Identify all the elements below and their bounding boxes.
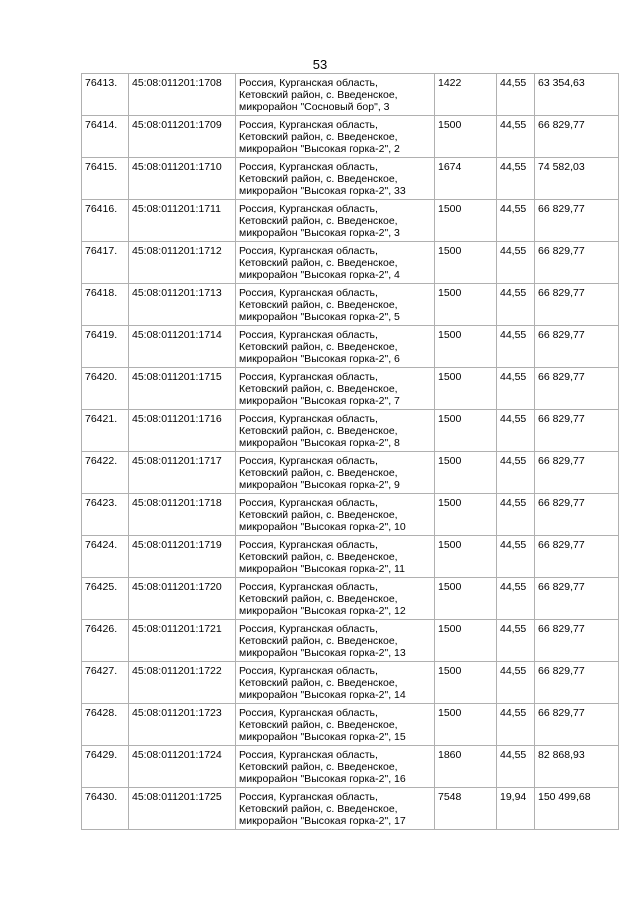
rate-cell: 44,55	[497, 200, 535, 242]
address-line: микрорайон "Высокая горка-2", 14	[239, 689, 406, 701]
area-cell: 1500	[435, 242, 497, 284]
address-line: Кетовский район, с. Введенское,	[239, 803, 398, 815]
cadastral-value-cell: 66 829,77	[535, 494, 619, 536]
cadastral-number-cell: 45:08:011201:1718	[129, 494, 236, 536]
address-line: Россия, Курганская область,	[239, 707, 378, 719]
address-cell	[236, 704, 435, 746]
address-line: Кетовский район, с. Введенское,	[239, 215, 398, 227]
table-row	[82, 788, 619, 830]
address-cell	[236, 368, 435, 410]
address-cell	[236, 326, 435, 368]
row-number-cell: 76416.	[82, 200, 129, 242]
row-number-cell: 76430.	[82, 788, 129, 830]
address-line: Россия, Курганская область,	[239, 749, 378, 761]
row-number-cell: 76427.	[82, 662, 129, 704]
rate-cell: 44,55	[497, 746, 535, 788]
cadastral-number-cell: 45:08:011201:1715	[129, 368, 236, 410]
address-line: Кетовский район, с. Введенское,	[239, 425, 398, 437]
area-cell: 1500	[435, 368, 497, 410]
address-cell	[236, 620, 435, 662]
address-cell	[236, 284, 435, 326]
area-cell: 1500	[435, 578, 497, 620]
address-cell	[236, 536, 435, 578]
cadastral-value-cell: 66 829,77	[535, 200, 619, 242]
area-cell: 1500	[435, 452, 497, 494]
address-line: Россия, Курганская область,	[239, 77, 378, 89]
address-line: Россия, Курганская область,	[239, 287, 378, 299]
address-line: Россия, Курганская область,	[239, 581, 378, 593]
address-line: Кетовский район, с. Введенское,	[239, 635, 398, 647]
address-line: микрорайон "Высокая горка-2", 4	[239, 269, 400, 281]
row-number-cell: 76425.	[82, 578, 129, 620]
cadastral-value-cell: 66 829,77	[535, 242, 619, 284]
area-cell: 1500	[435, 536, 497, 578]
area-cell: 1500	[435, 326, 497, 368]
area-cell: 7548	[435, 788, 497, 830]
table-row	[82, 242, 619, 284]
row-number-cell: 76421.	[82, 410, 129, 452]
cadastral-number-cell: 45:08:011201:1713	[129, 284, 236, 326]
cadastral-number-cell: 45:08:011201:1710	[129, 158, 236, 200]
row-number-cell: 76414.	[82, 116, 129, 158]
address-cell	[236, 452, 435, 494]
address-cell	[236, 200, 435, 242]
address-line: Россия, Курганская область,	[239, 497, 378, 509]
rate-cell: 44,55	[497, 242, 535, 284]
area-cell: 1500	[435, 410, 497, 452]
cadastral-value-cell: 66 829,77	[535, 578, 619, 620]
cadastral-value-cell: 66 829,77	[535, 410, 619, 452]
row-number-cell: 76424.	[82, 536, 129, 578]
address-line: микрорайон "Высокая горка-2", 6	[239, 353, 400, 365]
table-row	[82, 326, 619, 368]
cadastral-number-cell: 45:08:011201:1719	[129, 536, 236, 578]
rate-cell: 44,55	[497, 494, 535, 536]
address-line: микрорайон "Высокая горка-2", 9	[239, 479, 400, 491]
cadastral-value-cell: 66 829,77	[535, 620, 619, 662]
cadastral-number-cell: 45:08:011201:1725	[129, 788, 236, 830]
table-row	[82, 158, 619, 200]
rate-cell: 44,55	[497, 368, 535, 410]
address-line: микрорайон "Высокая горка-2", 2	[239, 143, 400, 155]
address-line: Кетовский район, с. Введенское,	[239, 593, 398, 605]
address-cell	[236, 494, 435, 536]
address-line: микрорайон "Высокая горка-2", 3	[239, 227, 400, 239]
row-number-cell: 76419.	[82, 326, 129, 368]
area-cell: 1500	[435, 662, 497, 704]
row-number-cell: 76420.	[82, 368, 129, 410]
area-cell: 1500	[435, 116, 497, 158]
table-row	[82, 494, 619, 536]
address-line: Кетовский район, с. Введенское,	[239, 89, 398, 101]
cadastral-number-cell: 45:08:011201:1712	[129, 242, 236, 284]
rate-cell: 19,94	[497, 788, 535, 830]
address-line: Кетовский район, с. Введенское,	[239, 719, 398, 731]
address-line: Россия, Курганская область,	[239, 119, 378, 131]
address-line: Кетовский район, с. Введенское,	[239, 467, 398, 479]
cadastral-value-cell: 66 829,77	[535, 452, 619, 494]
row-number-cell: 76422.	[82, 452, 129, 494]
area-cell: 1500	[435, 494, 497, 536]
table-row	[82, 578, 619, 620]
table-row	[82, 662, 619, 704]
address-cell	[236, 662, 435, 704]
cadastral-value-cell: 66 829,77	[535, 326, 619, 368]
cadastral-number-cell: 45:08:011201:1711	[129, 200, 236, 242]
cadastral-value-cell: 66 829,77	[535, 116, 619, 158]
area-cell: 1500	[435, 200, 497, 242]
area-cell: 1500	[435, 620, 497, 662]
table-row	[82, 410, 619, 452]
address-line: Россия, Курганская область,	[239, 371, 378, 383]
land-registry-table	[81, 73, 619, 830]
rate-cell: 44,55	[497, 536, 535, 578]
address-line: Кетовский район, с. Введенское,	[239, 383, 398, 395]
cadastral-value-cell: 74 582,03	[535, 158, 619, 200]
cadastral-number-cell: 45:08:011201:1714	[129, 326, 236, 368]
address-line: микрорайон "Высокая горка-2", 11	[239, 563, 405, 575]
area-cell: 1500	[435, 284, 497, 326]
cadastral-value-cell: 66 829,77	[535, 536, 619, 578]
address-line: Россия, Курганская область,	[239, 161, 378, 173]
address-line: Россия, Курганская область,	[239, 455, 378, 467]
address-cell	[236, 746, 435, 788]
address-line: Россия, Курганская область,	[239, 329, 378, 341]
address-cell	[236, 242, 435, 284]
address-line: микрорайон "Высокая горка-2", 8	[239, 437, 400, 449]
table-row	[82, 284, 619, 326]
rate-cell: 44,55	[497, 578, 535, 620]
address-cell	[236, 578, 435, 620]
table-row	[82, 746, 619, 788]
address-line: микрорайон "Сосновый бор", 3	[239, 101, 390, 113]
address-line: микрорайон "Высокая горка-2", 7	[239, 395, 400, 407]
cadastral-number-cell: 45:08:011201:1723	[129, 704, 236, 746]
cadastral-value-cell: 150 499,68	[535, 788, 619, 830]
table-row	[82, 536, 619, 578]
address-line: Россия, Курганская область,	[239, 623, 378, 635]
address-line: Кетовский район, с. Введенское,	[239, 131, 398, 143]
rate-cell: 44,55	[497, 704, 535, 746]
cadastral-number-cell: 45:08:011201:1708	[129, 74, 236, 116]
cadastral-value-cell: 66 829,77	[535, 368, 619, 410]
address-line: Кетовский район, с. Введенское,	[239, 509, 398, 521]
address-cell	[236, 116, 435, 158]
table-row	[82, 704, 619, 746]
rate-cell: 44,55	[497, 410, 535, 452]
row-number-cell: 76417.	[82, 242, 129, 284]
address-line: микрорайон "Высокая горка-2", 10	[239, 521, 406, 533]
row-number-cell: 76413.	[82, 74, 129, 116]
row-number-cell: 76415.	[82, 158, 129, 200]
address-cell	[236, 158, 435, 200]
rate-cell: 44,55	[497, 620, 535, 662]
address-line: Кетовский район, с. Введенское,	[239, 257, 398, 269]
address-line: Россия, Курганская область,	[239, 665, 378, 677]
address-line: Россия, Курганская область,	[239, 245, 378, 257]
rate-cell: 44,55	[497, 116, 535, 158]
row-number-cell: 76429.	[82, 746, 129, 788]
table-row	[82, 116, 619, 158]
row-number-cell: 76426.	[82, 620, 129, 662]
address-line: Кетовский район, с. Введенское,	[239, 551, 398, 563]
address-line: микрорайон "Высокая горка-2", 15	[239, 731, 406, 743]
address-line: микрорайон "Высокая горка-2", 13	[239, 647, 406, 659]
row-number-cell: 76428.	[82, 704, 129, 746]
cadastral-value-cell: 66 829,77	[535, 662, 619, 704]
cadastral-number-cell: 45:08:011201:1721	[129, 620, 236, 662]
rate-cell: 44,55	[497, 326, 535, 368]
address-line: Кетовский район, с. Введенское,	[239, 761, 398, 773]
rate-cell: 44,55	[497, 452, 535, 494]
cadastral-number-cell: 45:08:011201:1717	[129, 452, 236, 494]
cadastral-number-cell: 45:08:011201:1709	[129, 116, 236, 158]
table-row	[82, 74, 619, 116]
address-line: Кетовский район, с. Введенское,	[239, 173, 398, 185]
address-line: микрорайон "Высокая горка-2", 17	[239, 815, 406, 827]
address-line: микрорайон "Высокая горка-2", 5	[239, 311, 400, 323]
table-row	[82, 620, 619, 662]
table-row	[82, 368, 619, 410]
address-cell	[236, 788, 435, 830]
rate-cell: 44,55	[497, 284, 535, 326]
table-body	[82, 74, 619, 830]
area-cell: 1674	[435, 158, 497, 200]
address-line: Россия, Курганская область,	[239, 791, 378, 803]
address-line: Россия, Курганская область,	[239, 413, 378, 425]
area-cell: 1422	[435, 74, 497, 116]
row-number-cell: 76418.	[82, 284, 129, 326]
cadastral-number-cell: 45:08:011201:1724	[129, 746, 236, 788]
address-line: Россия, Курганская область,	[239, 203, 378, 215]
address-line: микрорайон "Высокая горка-2", 16	[239, 773, 406, 785]
row-number-cell: 76423.	[82, 494, 129, 536]
cadastral-value-cell: 63 354,63	[535, 74, 619, 116]
address-line: Кетовский район, с. Введенское,	[239, 677, 398, 689]
address-cell	[236, 410, 435, 452]
address-line: микрорайон "Высокая горка-2", 12	[239, 605, 406, 617]
area-cell: 1860	[435, 746, 497, 788]
address-cell	[236, 74, 435, 116]
rate-cell: 44,55	[497, 662, 535, 704]
cadastral-value-cell: 66 829,77	[535, 284, 619, 326]
cadastral-number-cell: 45:08:011201:1722	[129, 662, 236, 704]
table-row	[82, 200, 619, 242]
address-line: микрорайон "Высокая горка-2", 33	[239, 185, 406, 197]
area-cell: 1500	[435, 704, 497, 746]
table-row	[82, 452, 619, 494]
cadastral-value-cell: 66 829,77	[535, 704, 619, 746]
rate-cell: 44,55	[497, 74, 535, 116]
rate-cell: 44,55	[497, 158, 535, 200]
address-line: Кетовский район, с. Введенское,	[239, 299, 398, 311]
address-line: Россия, Курганская область,	[239, 539, 378, 551]
cadastral-value-cell: 82 868,93	[535, 746, 619, 788]
cadastral-number-cell: 45:08:011201:1720	[129, 578, 236, 620]
page-number: 53	[312, 57, 328, 72]
address-line: Кетовский район, с. Введенское,	[239, 341, 398, 353]
cadastral-number-cell: 45:08:011201:1716	[129, 410, 236, 452]
